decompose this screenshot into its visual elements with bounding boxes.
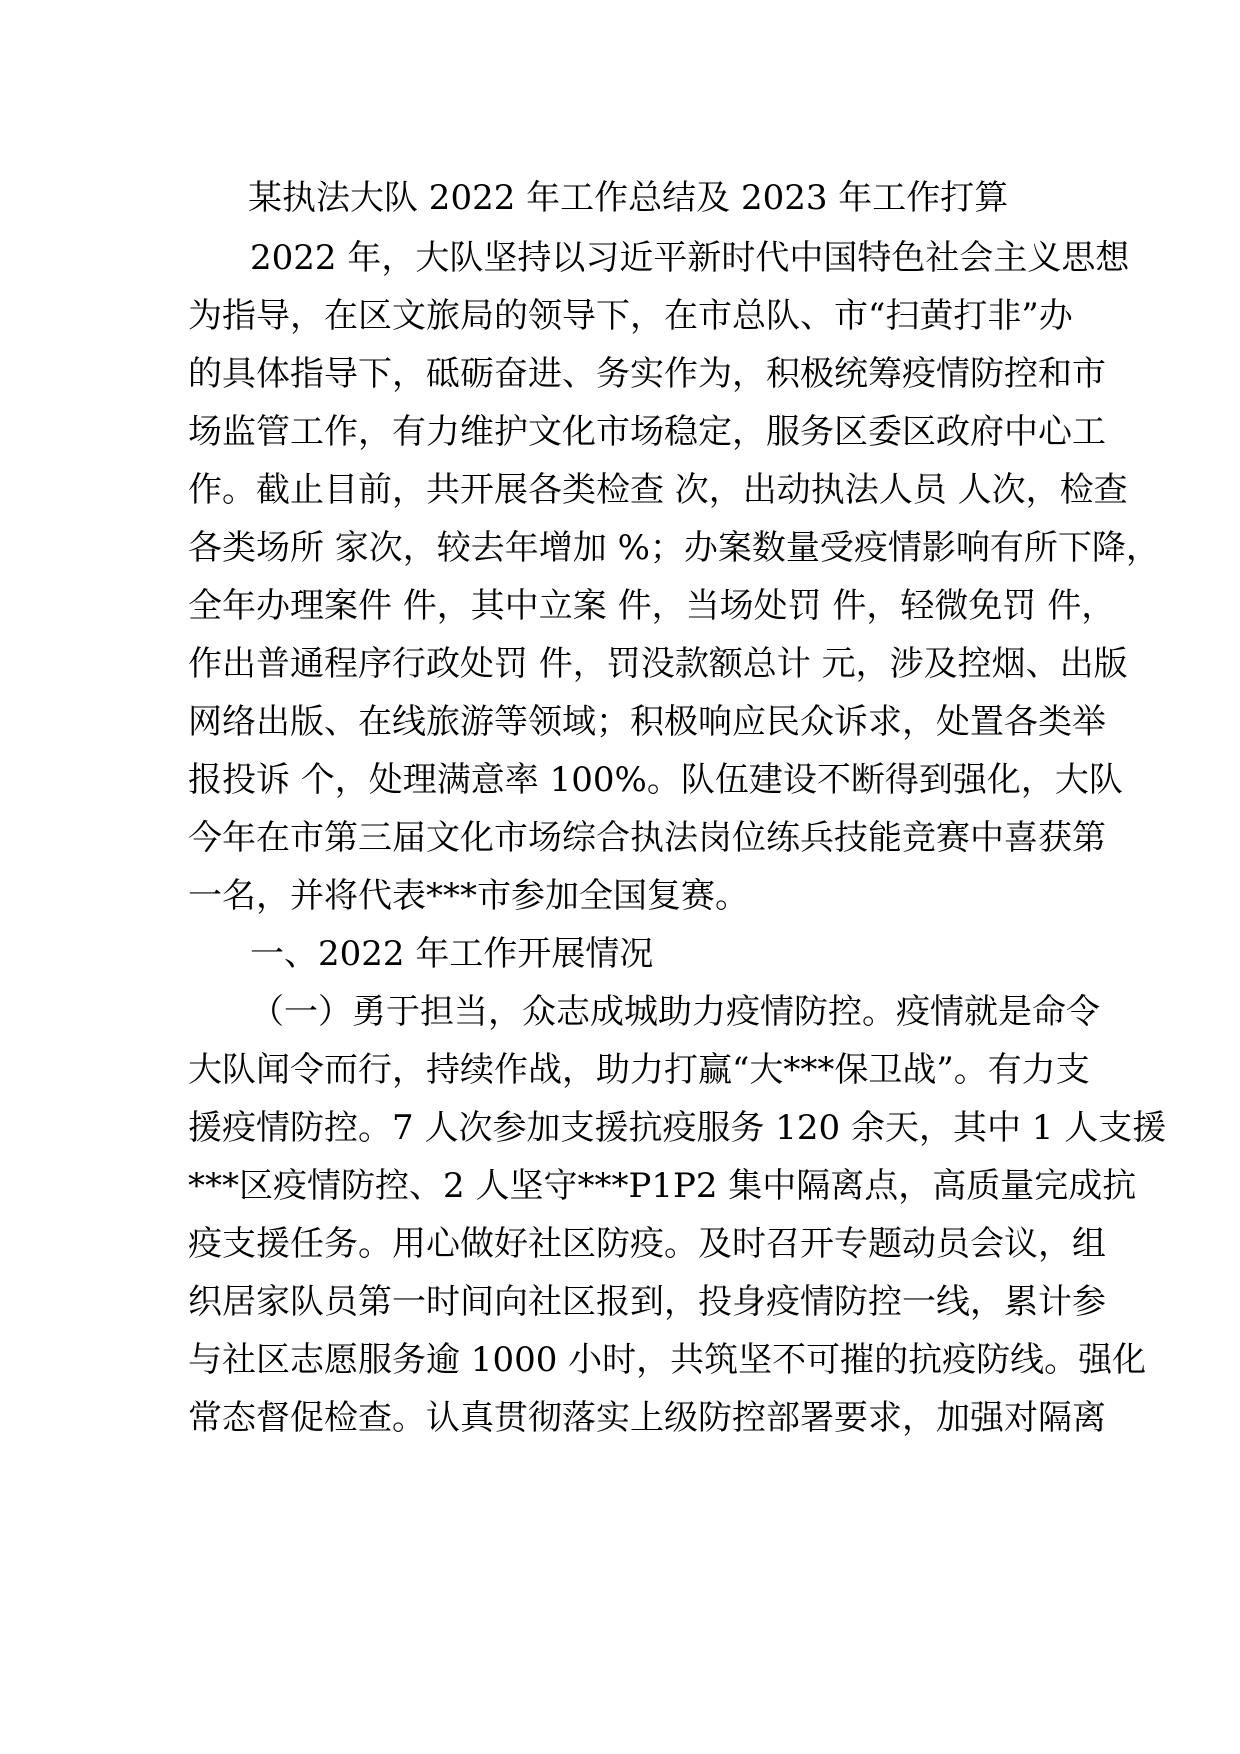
document-title — [0, 178, 1240, 218]
paragraph-line — [0, 528, 1240, 568]
paragraph-line-text: 织居家队员第一时间向社区报到，投身疫情防控一线，累计参 — [188, 1282, 1106, 1322]
paragraph-line-text: 作。截止目前，共开展各类检查 次，出动执法人员 人次，检查 — [188, 470, 1128, 510]
paragraph-line-text: 为指导，在区文旅局的领导下，在市总队、市“扫黄打非”办 — [188, 296, 1073, 336]
paragraph-line-text: 援疫情防控。7 人次参加支援抗疫服务 120 余天，其中 1 人支援 — [188, 1108, 1167, 1148]
document-title-text: 某执法大队 2022 年工作总结及 2023 年工作打算 — [248, 178, 1009, 218]
paragraph-line — [0, 354, 1240, 394]
paragraph-line — [0, 644, 1240, 684]
paragraph-line — [0, 818, 1240, 858]
paragraph-line-text: 今年在市第三届文化市场综合执法岗位练兵技能竞赛中喜获第 — [188, 818, 1106, 858]
paragraph-line-text: 各类场所 家次，较去年增加 %；办案数量受疫情影响有所下降， — [188, 528, 1160, 568]
paragraph-line-text: （一）勇于担当，众志成城助力疫情防控。疫情就是命令 — [250, 992, 1100, 1032]
paragraph-line — [0, 1282, 1240, 1322]
paragraph-line — [0, 470, 1240, 510]
paragraph-line-text: 疫支援任务。用心做好社区防疫。及时召开专题动员会议，组 — [188, 1224, 1106, 1264]
paragraph-line-text: 常态督促检查。认真贯彻落实上级防控部署要求，加强对隔离 — [188, 1398, 1106, 1438]
paragraph-line-text: 与社区志愿服务逾 1000 小时，共筑坚不可摧的抗疫防线。强化 — [188, 1340, 1147, 1380]
paragraph-line — [0, 702, 1240, 742]
paragraph-line-text: ***区疫情防控、2 人坚守***P1P2 集中隔离点，高质量完成抗 — [188, 1166, 1137, 1206]
paragraph-line — [0, 760, 1240, 800]
paragraph-line — [0, 876, 1240, 916]
paragraph-line-text: 2022 年，大队坚持以习近平新时代中国特色社会主义思想 — [250, 238, 1130, 278]
paragraph-line — [0, 1224, 1240, 1264]
paragraph-line-text: 的具体指导下，砥砺奋进、务实作为，积极统筹疫情防控和市 — [188, 354, 1106, 394]
paragraph-line — [0, 238, 1240, 278]
paragraph-line-text: 全年办理案件 件，其中立案 件，当场处罚 件，轻微免罚 件， — [188, 586, 1116, 626]
paragraph-line-text: 大队闻令而行，持续作战，助力打赢“大***保卫战”。有力支 — [188, 1050, 1090, 1090]
paragraph-line — [0, 1050, 1240, 1090]
paragraph-line — [0, 586, 1240, 626]
paragraph-line-text: 一名，并将代表***市参加全国复赛。 — [188, 876, 749, 916]
paragraph-line-text: 场监管工作，有力维护文化市场稳定，服务区委区政府中心工 — [188, 412, 1106, 452]
paragraph-line-text: 网络出版、在线旅游等领域；积极响应民众诉求，处置各类举 — [188, 702, 1106, 742]
paragraph-line — [0, 1166, 1240, 1206]
paragraph-line — [0, 1340, 1240, 1380]
paragraph-line — [0, 296, 1240, 336]
paragraph-line — [0, 1108, 1240, 1148]
section-heading — [0, 934, 1240, 974]
paragraph-line — [0, 992, 1240, 1032]
paragraph-line — [0, 1398, 1240, 1438]
paragraph-line-text: 作出普通程序行政处罚 件，罚没款额总计 元，涉及控烟、出版 — [188, 644, 1128, 684]
paragraph-line-text: 报投诉 个，处理满意率 100%。队伍建设不断得到强化，大队 — [188, 760, 1123, 800]
section-heading-text: 一、2022 年工作开展情况 — [250, 934, 654, 974]
paragraph-line — [0, 412, 1240, 452]
